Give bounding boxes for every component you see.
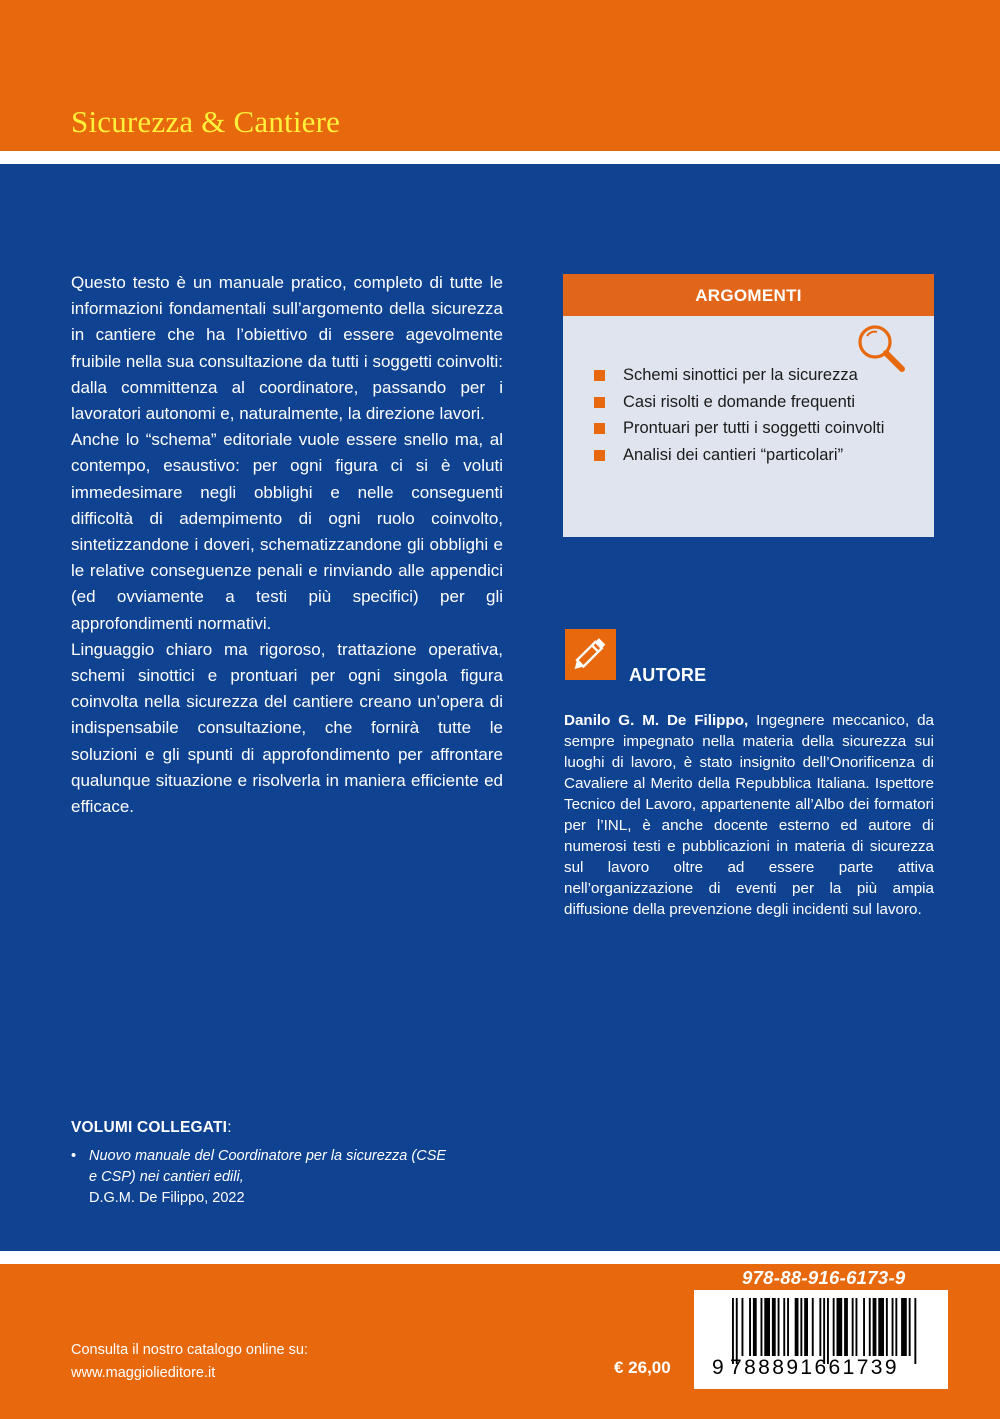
related-volume-title: Nuovo manuale del Coordinatore per la sicurezza (CSE e CSP) nei cantieri edili, bbox=[89, 1148, 447, 1185]
barcode-digits: 788891661739 bbox=[730, 1356, 899, 1379]
argomenti-box bbox=[563, 274, 934, 537]
series-title: Sicurezza & Cantiere bbox=[71, 104, 341, 139]
barcode-first-digit: 9 bbox=[712, 1356, 724, 1379]
list-item: Casi risolti e domande frequenti bbox=[594, 389, 924, 416]
autore-title: AUTORE bbox=[629, 665, 707, 685]
price: € 26,00 bbox=[614, 1358, 671, 1377]
list-item: Prontuari per tutti i soggetti coinvolti bbox=[594, 415, 924, 442]
related-volume-author: D.G.M. De Filippo, 2022 bbox=[89, 1190, 245, 1206]
author-bio-text: Ingegnere meccanico, da sempre impegnato nella materia della sicurezza sui luoghi di lavoro, è stato insignito dell’Onorificenza di Cavaliere al Merito della Repubblica Italiana. Ispettore Tecnico del Lavoro, appartenente all’Albo dei formatori per l’INL, è anche docente esterno ed autore di numerosi testi e pubblicazioni in materia di sicurezza sul lavoro oltre ad essere parte attiva nell’organizzazione di eventi per la più ampia diffusione della prevenzione degli incidenti sul lavoro. bbox=[564, 712, 934, 918]
catalog-url: www.maggiolieditore.it bbox=[71, 1365, 216, 1381]
list-item: Schemi sinottici per la sicurezza bbox=[594, 362, 924, 389]
related-volumes-title: VOLUMI COLLEGATI: bbox=[71, 1119, 232, 1136]
bottom-divider bbox=[0, 1251, 1000, 1264]
description-text bbox=[71, 270, 503, 820]
barcode bbox=[694, 1290, 948, 1389]
author-name: Danilo G. M. De Filippo, bbox=[564, 712, 749, 729]
main-area bbox=[0, 164, 1000, 1251]
isbn: 978-88-916-6173-9 bbox=[742, 1267, 906, 1288]
catalog-info bbox=[71, 1339, 308, 1385]
top-divider bbox=[0, 151, 1000, 164]
description-paragraph: Anche lo “schema” editoriale vuole essere snello ma, al contempo, esaustivo: per ogni figura ci si è voluti immedesimare negli obblighi e nelle conseguenti difficoltà di adempimento di ogni ruolo coinvolto, sintetizzandone i doveri, schematizzandone gli obblighi e le relative conseguenze penali e rinviando alle appendici (ed ovviamente a testi più specifici) per gli approfondimenti normativi. bbox=[71, 430, 503, 633]
description-paragraph: Linguaggio chiaro ma rigoroso, trattazione operativa, schemi sinottici e prontuari per ogni singola figura coinvolta nella sicurezza del cantiere creano un’opera di indispensabile consultazione, che fornirà tutte le soluzioni e gli spunti di approfondimento per affrontare qualunque situazione e risolverla in maniera efficiente ed efficace. bbox=[71, 639, 503, 817]
description-paragraph: Questo testo è un manuale pratico, completo di tutte le informazioni fondamentali sull’argomento della sicurezza in cantiere che ha l’obiettivo di essere agevolmente fruibile nella sua consultazione da tutti i soggetti coinvolti: dalla committenza al coordinatore, passando per i lavoratori autonomi e, naturalmente, la direzione lavori. bbox=[71, 273, 503, 424]
square-bullet-icon bbox=[594, 370, 605, 381]
bullet-icon: • bbox=[71, 1148, 77, 1164]
list-item: Analisi dei cantieri “particolari” bbox=[594, 442, 924, 469]
square-bullet-icon bbox=[594, 397, 605, 408]
square-bullet-icon bbox=[594, 450, 605, 461]
catalog-text: Consulta il nostro catalogo online su: bbox=[71, 1342, 308, 1358]
author-bio bbox=[564, 710, 934, 920]
argomenti-list bbox=[594, 362, 924, 468]
pencil-icon bbox=[565, 629, 616, 680]
square-bullet-icon bbox=[594, 423, 605, 434]
argomenti-title: ARGOMENTI bbox=[563, 274, 934, 316]
